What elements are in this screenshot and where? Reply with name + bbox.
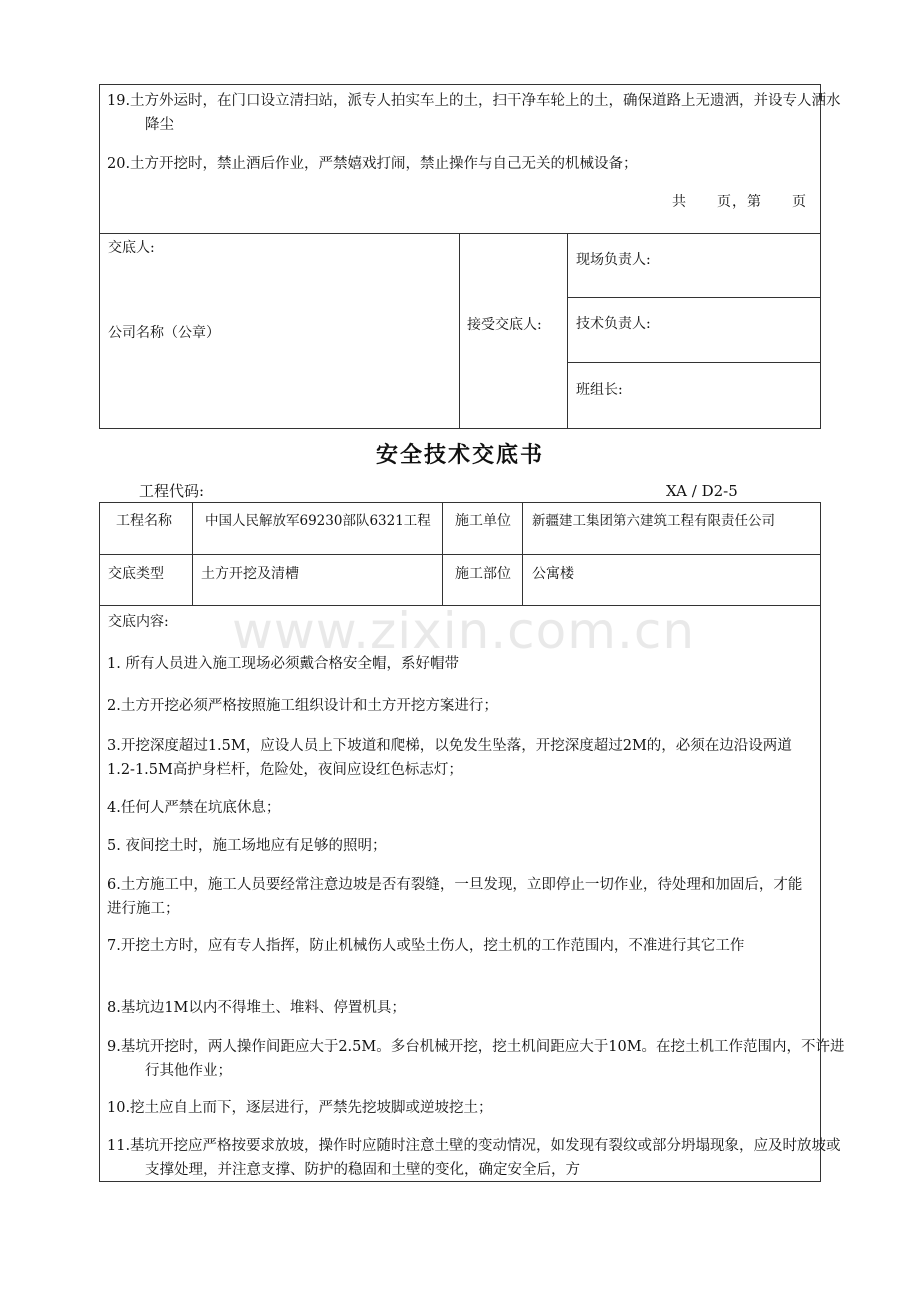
info-table-row-divider — [99, 554, 821, 555]
content-item-2: 2.土方开挖必须严格按照施工组织设计和土方开挖方案进行； — [107, 698, 498, 714]
project-code-label: 工程代码: — [139, 482, 205, 500]
disclosure-type-label: 交底类型 — [108, 566, 164, 582]
company-name-label: 公司名称（公章） — [108, 325, 220, 341]
disclosure-type-value: 土方开挖及清槽 — [201, 566, 299, 582]
content-item-8: 8.基坑边1M以内不得堆土、堆料、停置机具； — [107, 1000, 406, 1016]
content-item-5: 5. 夜间挖土时，施工场地应有足够的照明； — [107, 838, 387, 854]
handover-person-label: 交底人: — [108, 240, 155, 256]
tech-manager-label: 技术负责人: — [576, 316, 651, 332]
info-col-divider-3 — [522, 502, 523, 606]
info-col-divider-1 — [192, 502, 193, 606]
document-title: 安全技术交底书 — [375, 443, 544, 468]
item-20: 20.土方开挖时，禁止酒后作业，严禁嬉戏打闹，禁止操作与自己无关的机械设备； — [107, 156, 638, 172]
signature-divider-1 — [459, 233, 460, 429]
signature-row-line-2 — [567, 362, 821, 363]
document-number: XA / D2-5 — [666, 482, 738, 500]
signature-row-line-1 — [567, 297, 821, 298]
content-item-1: 1. 所有人员进入施工现场必须戴合格安全帽，系好帽带 — [107, 656, 459, 672]
signature-divider-2 — [567, 233, 568, 429]
info-col-divider-2 — [442, 502, 443, 606]
construction-unit-value: 新疆建工集团第六建筑工程有限责任公司 — [532, 513, 775, 529]
content-item-3: 3.开挖深度超过1.5M，应设人员上下坡道和爬梯，以免发生坠落，开挖深度超过2M的，必须在边沿设两道1.2-1.5M高护身栏杆，危险处，夜间应设红色标志灯； — [107, 738, 792, 778]
site-manager-label: 现场负责人: — [576, 252, 651, 268]
content-header: 交底内容: — [108, 614, 169, 630]
construction-unit-label: 施工单位 — [455, 513, 511, 529]
content-item-4: 4.任何人严禁在坑底休息； — [107, 800, 281, 816]
content-item-9: 9.基坑开挖时，两人操作间距应大于2.5M。多台机械开挖，挖土机间距应大于10M。在挖土机工作范围内，不许进行其他作业； — [107, 1039, 845, 1079]
watermark-text: www.zixin.com.cn — [232, 602, 696, 660]
project-name-value: 中国人民解放军69230部队6321工程 — [205, 513, 431, 529]
content-item-7: 7.开挖土方时，应有专人指挥，防止机械伤人或坠土伤人，挖土机的工作范围内，不准进行其它工作 — [107, 938, 745, 954]
item-19: 19.土方外运时，在门口设立清扫站，派专人拍实车上的土，扫干净车轮上的土，确保道路上无遗洒，并设专人洒水降尘 — [107, 93, 841, 133]
content-item-6: 6.土方施工中，施工人员要经常注意边坡是否有裂缝，一旦发现，立即停止一切作业，待处理和加固后，才能进行施工； — [107, 877, 803, 917]
team-leader-label: 班组长: — [576, 382, 623, 398]
content-item-11: 11.基坑开挖应严格按要求放坡，操作时应随时注意土壁的变动情况，如发现有裂纹或部分坍塌现象，应及时放坡或支撑处理，并注意支撑、防护的稳固和土壁的变化，确定安全后，方 — [107, 1138, 841, 1178]
construction-location-label: 施工部位 — [455, 566, 511, 582]
receiver-label: 接受交底人: — [467, 317, 542, 333]
project-name-label: 工程名称 — [116, 513, 172, 529]
construction-location-value: 公寓楼 — [532, 566, 574, 582]
content-item-10: 10.挖土应自上而下，逐层进行，严禁先挖坡脚或逆坡挖土； — [107, 1100, 493, 1116]
page-count: 共 页，第 页 — [672, 194, 807, 210]
